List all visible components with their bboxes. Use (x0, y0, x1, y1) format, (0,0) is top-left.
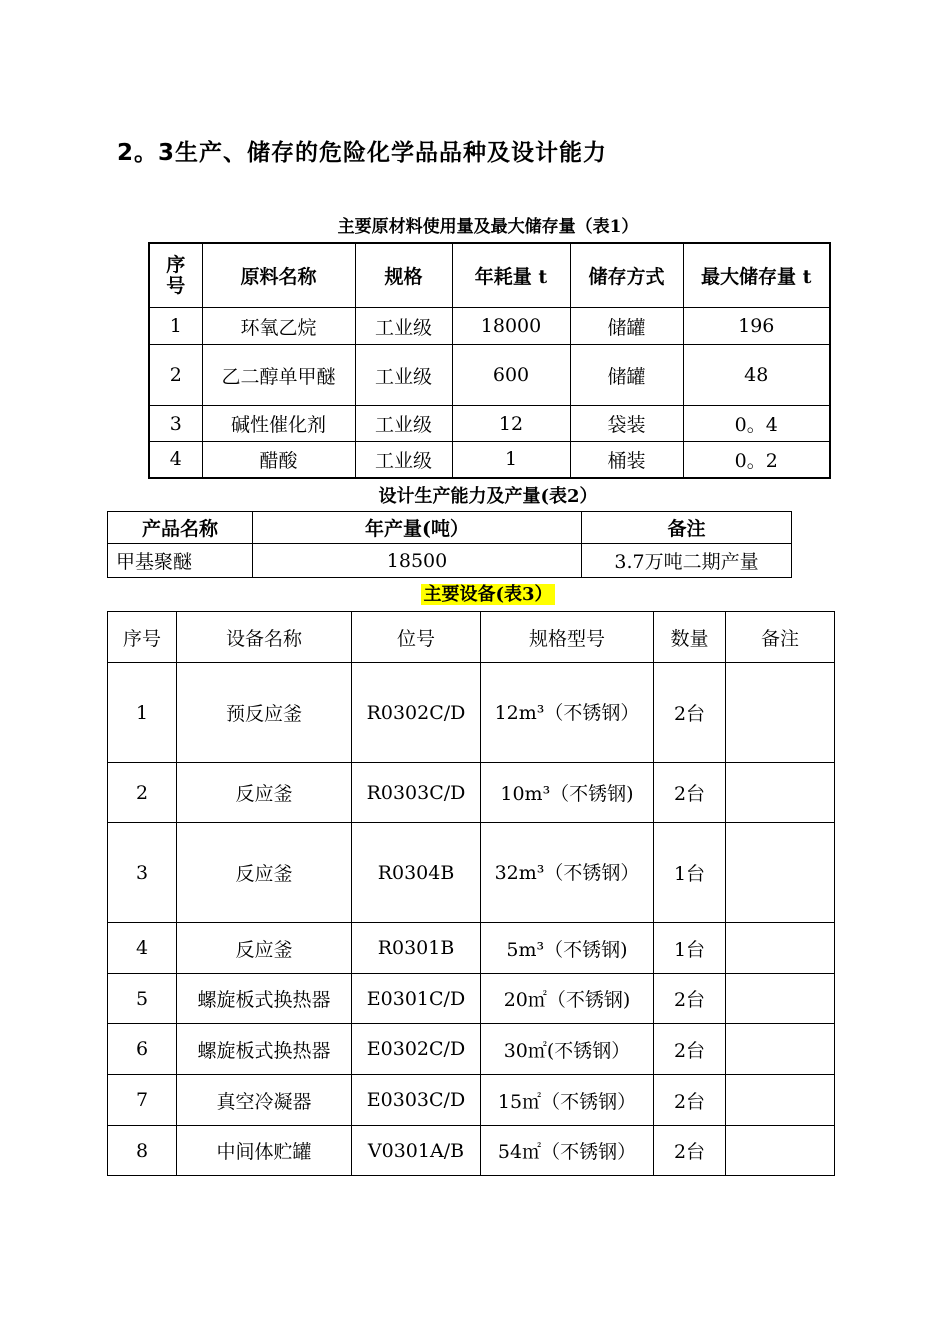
cell: 2台 (654, 1024, 726, 1075)
cell: 3 (149, 406, 202, 442)
cell: 真空冷凝器 (177, 1075, 352, 1126)
header-seq-text: 序 号 (166, 253, 186, 297)
cell: 2台 (654, 763, 726, 823)
cell: 工业级 (355, 406, 452, 442)
cell: 储罐 (570, 308, 683, 345)
table-row (108, 1075, 835, 1126)
cell: 工业级 (355, 345, 452, 406)
cell: R0303C/D (352, 763, 481, 823)
cell: 2台 (654, 663, 726, 763)
main-equipment-table (107, 611, 835, 1176)
table-row (108, 1024, 835, 1075)
cell: 甲基聚醚 (108, 544, 253, 578)
header-annual-consumption: 年耗量 t (452, 243, 570, 308)
table-row (108, 823, 835, 923)
cell: 中间体贮罐 (177, 1126, 352, 1176)
cell (726, 1075, 835, 1126)
cell: 7 (108, 1075, 177, 1126)
cell: 12m³（不锈钢） (481, 663, 654, 763)
header-equipment-name: 设备名称 (177, 612, 352, 663)
header-model-spec: 规格型号 (481, 612, 654, 663)
cell: 工业级 (355, 308, 452, 345)
cell: 2台 (654, 974, 726, 1024)
header-remarks: 备注 (582, 512, 792, 544)
table3-caption-text: 主要设备(表3） (423, 584, 553, 605)
cell (726, 974, 835, 1024)
cell: 2 (149, 345, 202, 406)
cell: 袋装 (570, 406, 683, 442)
header-seq: 序号 (108, 612, 177, 663)
cell: 2 (108, 763, 177, 823)
header-product-name: 产品名称 (108, 512, 253, 544)
header-max-storage: 最大储存量 t (683, 243, 830, 308)
cell: 0。4 (683, 406, 830, 442)
cell: 桶装 (570, 442, 683, 478)
cell: 15㎡（不锈钢） (481, 1075, 654, 1126)
cell: V0301A/B (352, 1126, 481, 1176)
cell (726, 663, 835, 763)
cell (726, 1126, 835, 1176)
header-storage-method: 储存方式 (570, 243, 683, 308)
cell: 2台 (654, 1126, 726, 1176)
cell: 预反应釜 (177, 663, 352, 763)
table2-caption: 设计生产能力及产量(表2） (378, 486, 598, 507)
cell: 12 (452, 406, 570, 442)
cell: 储罐 (570, 345, 683, 406)
cell (726, 823, 835, 923)
cell: 18000 (452, 308, 570, 345)
cell: 6 (108, 1024, 177, 1075)
header-seq (149, 243, 202, 308)
cell: 4 (108, 923, 177, 974)
cell (726, 923, 835, 974)
table3-caption (148, 580, 828, 606)
cell: 乙二醇单甲醚 (202, 345, 355, 406)
cell: 4 (149, 442, 202, 478)
header-remarks: 备注 (726, 612, 835, 663)
section-heading: 2。3生产、储存的危险化学品品种及设计能力 (117, 140, 608, 166)
cell: 32m³（不锈钢） (481, 823, 654, 923)
table-header-row (149, 243, 830, 308)
cell: 10m³（不锈钢) (481, 763, 654, 823)
cell: 600 (452, 345, 570, 406)
table-row (108, 544, 792, 578)
table-row (108, 974, 835, 1024)
table1-caption: 主要原材料使用量及最大储存量（表1） (337, 217, 639, 237)
cell: 20㎡（不锈钢) (481, 974, 654, 1024)
cell: 2台 (654, 1075, 726, 1126)
production-capacity-table (107, 511, 792, 578)
table-row (108, 1126, 835, 1176)
cell: 螺旋板式换热器 (177, 1024, 352, 1075)
cell: R0302C/D (352, 663, 481, 763)
cell: 30㎡(不锈钢） (481, 1024, 654, 1075)
cell: 1台 (654, 923, 726, 974)
cell: 反应釜 (177, 823, 352, 923)
cell: 8 (108, 1126, 177, 1176)
table-header-row (108, 612, 835, 663)
cell: E0302C/D (352, 1024, 481, 1075)
cell: 反应釜 (177, 763, 352, 823)
cell: 3.7万吨二期产量 (582, 544, 792, 578)
cell: 碱性催化剂 (202, 406, 355, 442)
cell: 54㎡（不锈钢） (481, 1126, 654, 1176)
cell: 48 (683, 345, 830, 406)
cell: R0304B (352, 823, 481, 923)
cell: 醋酸 (202, 442, 355, 478)
cell: 1台 (654, 823, 726, 923)
cell: 1 (108, 663, 177, 763)
cell: 0。2 (683, 442, 830, 478)
cell: 5 (108, 974, 177, 1024)
raw-materials-table (148, 242, 831, 479)
cell: 反应釜 (177, 923, 352, 974)
table-row (108, 923, 835, 974)
cell: 环氧乙烷 (202, 308, 355, 345)
table-row (149, 308, 830, 345)
cell: 螺旋板式换热器 (177, 974, 352, 1024)
cell: 1 (149, 308, 202, 345)
header-material-name: 原料名称 (202, 243, 355, 308)
cell (726, 1024, 835, 1075)
cell: R0301B (352, 923, 481, 974)
table-row (149, 442, 830, 478)
cell (726, 763, 835, 823)
table-row (149, 345, 830, 406)
cell: 工业级 (355, 442, 452, 478)
table-header-row (108, 512, 792, 544)
table-row (108, 663, 835, 763)
table-row (149, 406, 830, 442)
header-tag-number: 位号 (352, 612, 481, 663)
cell: E0301C/D (352, 974, 481, 1024)
header-spec: 规格 (355, 243, 452, 308)
table-row (108, 763, 835, 823)
cell: 196 (683, 308, 830, 345)
cell: 5m³（不锈钢) (481, 923, 654, 974)
cell: E0303C/D (352, 1075, 481, 1126)
header-quantity: 数量 (654, 612, 726, 663)
cell: 18500 (253, 544, 582, 578)
header-annual-output: 年产量(吨） (253, 512, 582, 544)
cell: 3 (108, 823, 177, 923)
cell: 1 (452, 442, 570, 478)
